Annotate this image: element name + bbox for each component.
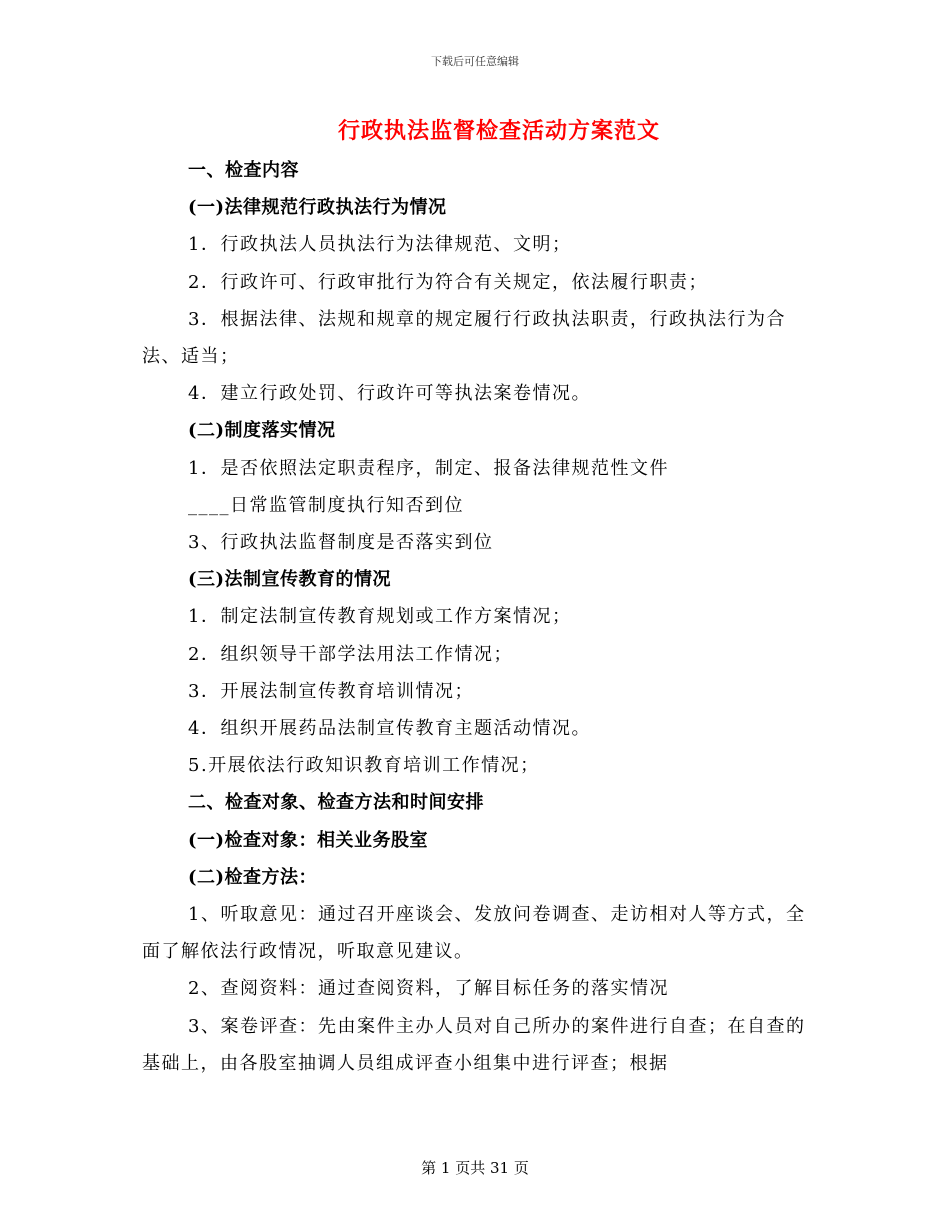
body-paragraph: 3．开展法制宣传教育培训情况； [188,680,474,702]
section-heading-1: 一、检查内容 [188,160,299,181]
body-paragraph: 1．行政执法人员执法行为法律规范、文明； [188,234,572,256]
subsection-heading-1-1: (一)法律规范行政执法行为情况 [188,197,447,219]
subsection-heading-1-2: (二)制度落实情况 [188,420,336,442]
document-body [142,152,808,1082]
subsection-heading-1-3: (三)法制宣传教育的情况 [188,569,392,591]
body-paragraph: 4．组织开展药品法制宣传教育主题活动情况。 [188,718,591,740]
body-paragraph: ____日常监管制度执行知否到位 [188,494,464,516]
body-paragraph: 2．组织领导干部学法用法工作情况； [188,643,513,665]
body-paragraph: 1．是否依照法定职责程序，制定、报备法律规范性文件 [188,457,669,479]
page-footer: 第 1 页共 31 页 [421,1159,529,1177]
body-paragraph: 2．行政许可、行政审批行为符合有关规定，依法履行职责； [188,271,708,293]
body-paragraph: 1．制定法制宣传教育规划或工作方案情况； [188,606,572,628]
body-paragraph: 3．根据法律、法规和规章的规定履行行政执法职责，行政执法行为合法、适当； [142,308,786,368]
body-paragraph: 5.开展依法行政知识教育培训工作情况； [188,755,540,777]
page-header: 下载后可任意编辑 [431,55,519,68]
document-title: 行政执法监督检查活动方案范文 [337,118,660,144]
body-paragraph: 4．建立行政处罚、行政许可等执法案卷情况。 [188,383,591,405]
subsection-heading-2-2: (二)检查方法： [188,866,318,888]
body-paragraph: 3、案卷评查：先由案件主办人员对自己所办的案件进行自查；在自查的基础上，由各股室抽调人员组成评查小组集中进行评查；根据 [142,1015,806,1074]
section-heading-2: 二、检查对象、检查方法和时间安排 [188,792,484,814]
body-paragraph: 1、听取意见：通过召开座谈会、发放问卷调查、走访相对人等方式，全面了解依法行政情况，听取意见建议。 [142,904,806,963]
body-paragraph: 2、查阅资料：通过查阅资料，了解目标任务的落实情况 [188,978,669,1000]
body-paragraph: 3、行政执法监督制度是否落实到位 [188,532,494,554]
subsection-heading-2-1: (一)检查对象：相关业务股室 [188,829,429,851]
